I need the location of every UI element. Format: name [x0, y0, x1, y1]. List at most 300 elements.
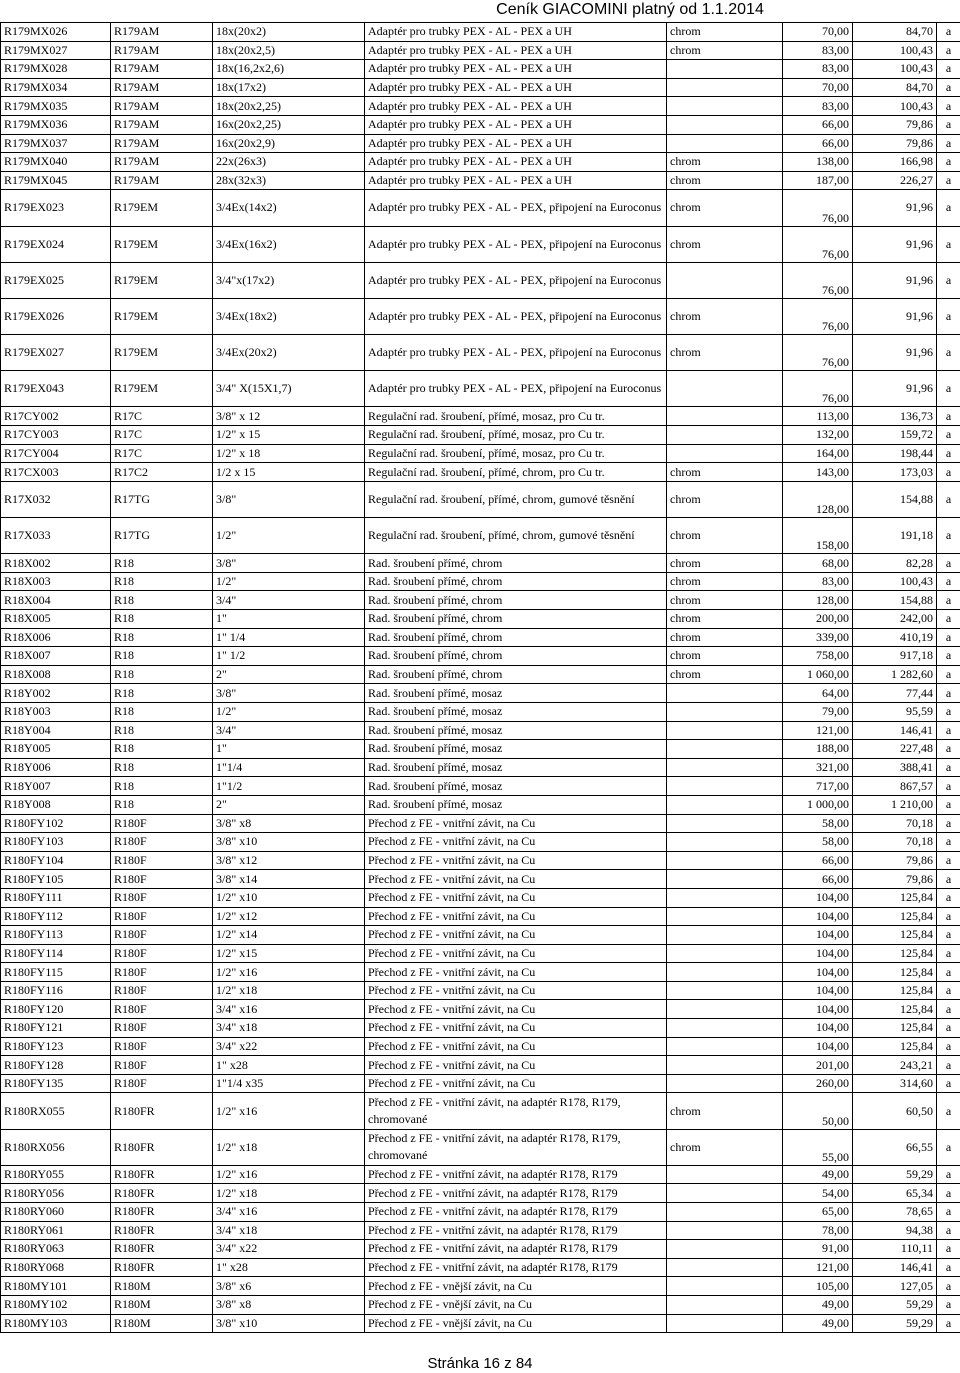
description: Regulační rad. šroubení, přímé, mosaz, pro Cu tr.: [365, 407, 667, 426]
series-code: R17TG: [111, 518, 213, 554]
table-row: [1, 702, 960, 721]
price-vat: 78,65: [853, 1203, 937, 1222]
unit: a: [937, 777, 960, 796]
unit: a: [937, 262, 960, 298]
price-net: 104,00: [783, 907, 853, 926]
table-row: [1, 60, 960, 79]
table-row: [1, 1074, 960, 1093]
price-net: 64,00: [783, 684, 853, 703]
finish: [667, 795, 783, 814]
finish: chrom: [667, 1093, 783, 1129]
dimension: 18x(20x2,5): [213, 41, 365, 60]
price-net: 104,00: [783, 963, 853, 982]
unit: a: [937, 1203, 960, 1222]
unit: a: [937, 1277, 960, 1296]
series-code: R180M: [111, 1295, 213, 1314]
dimension: 1/2" x18: [213, 1184, 365, 1203]
unit: a: [937, 870, 960, 889]
table-row: [1, 335, 960, 371]
price-net: 121,00: [783, 1258, 853, 1277]
dimension: 1"1/4 x35: [213, 1074, 365, 1093]
series-code: R179AM: [111, 97, 213, 116]
table-row: [1, 591, 960, 610]
unit: a: [937, 1074, 960, 1093]
price-vat: 91,96: [853, 298, 937, 334]
finish: [667, 444, 783, 463]
table-row: [1, 1056, 960, 1075]
unit: a: [937, 1000, 960, 1019]
product-code: R180FY112: [1, 907, 111, 926]
finish: chrom: [667, 335, 783, 371]
table-row: [1, 944, 960, 963]
series-code: R17C: [111, 426, 213, 445]
finish: chrom: [667, 298, 783, 334]
description: Rad. šroubení přímé, mosaz: [365, 684, 667, 703]
product-code: R180RY063: [1, 1240, 111, 1259]
finish: [667, 702, 783, 721]
price-net: 1 060,00: [783, 665, 853, 684]
unit: a: [937, 981, 960, 1000]
price-vat: 79,86: [853, 870, 937, 889]
description: Přechod z FE - vnitřní závit, na Cu: [365, 926, 667, 945]
unit: a: [937, 963, 960, 982]
table-row: [1, 554, 960, 573]
price-net: 138,00: [783, 153, 853, 172]
dimension: 3/4" x22: [213, 1037, 365, 1056]
product-code: R180FY123: [1, 1037, 111, 1056]
price-vat: 70,18: [853, 833, 937, 852]
price-table: [0, 22, 960, 1333]
finish: [667, 1314, 783, 1333]
product-code: R180RY055: [1, 1165, 111, 1184]
unit: a: [937, 1165, 960, 1184]
series-code: R180F: [111, 926, 213, 945]
finish: chrom: [667, 628, 783, 647]
product-code: R17X033: [1, 518, 111, 554]
unit: a: [937, 758, 960, 777]
series-code: R180F: [111, 1056, 213, 1075]
description: Rad. šroubení přímé, mosaz: [365, 758, 667, 777]
price-net: 321,00: [783, 758, 853, 777]
table-row: [1, 888, 960, 907]
dimension: 1" x28: [213, 1056, 365, 1075]
description: Přechod z FE - vnitřní závit, na Cu: [365, 907, 667, 926]
series-code: R180F: [111, 833, 213, 852]
price-net: 201,00: [783, 1056, 853, 1075]
finish: [667, 1203, 783, 1222]
unit: a: [937, 888, 960, 907]
series-code: R180F: [111, 1000, 213, 1019]
price-net: 121,00: [783, 721, 853, 740]
finish: [667, 963, 783, 982]
price-net: 339,00: [783, 628, 853, 647]
product-code: R179MX034: [1, 78, 111, 97]
page-header: Ceník GIACOMINI platný od 1.1.2014: [496, 1, 764, 18]
price-vat: 198,44: [853, 444, 937, 463]
product-code: R179EX026: [1, 298, 111, 334]
product-code: R17CX003: [1, 463, 111, 482]
table-row: [1, 1184, 960, 1203]
series-code: R179EM: [111, 226, 213, 262]
finish: [667, 97, 783, 116]
dimension: 1/2" x16: [213, 963, 365, 982]
price-vat: 125,84: [853, 1037, 937, 1056]
table-row: [1, 758, 960, 777]
description: Adaptér pro trubky PEX - AL - PEX, připojení na Euroconus: [365, 335, 667, 371]
finish: [667, 1258, 783, 1277]
finish: [667, 814, 783, 833]
series-code: R179AM: [111, 153, 213, 172]
product-code: R179MX037: [1, 134, 111, 153]
price-vat: 100,43: [853, 572, 937, 591]
table-row: [1, 298, 960, 334]
dimension: 16x(20x2,25): [213, 115, 365, 134]
finish: chrom: [667, 665, 783, 684]
table-row: [1, 1258, 960, 1277]
finish: chrom: [667, 153, 783, 172]
product-code: R180FY116: [1, 981, 111, 1000]
price-net: 104,00: [783, 1000, 853, 1019]
series-code: R180FR: [111, 1165, 213, 1184]
unit: a: [937, 481, 960, 517]
price-net: 54,00: [783, 1184, 853, 1203]
table-row: [1, 153, 960, 172]
description: Rad. šroubení přímé, mosaz: [365, 721, 667, 740]
series-code: R179AM: [111, 171, 213, 190]
series-code: R18: [111, 665, 213, 684]
price-vat: 91,96: [853, 190, 937, 226]
unit: a: [937, 78, 960, 97]
dimension: 18x(20x2,25): [213, 97, 365, 116]
table-row: [1, 981, 960, 1000]
series-code: R18: [111, 758, 213, 777]
description: Adaptér pro trubky PEX - AL - PEX, připojení na Euroconus: [365, 371, 667, 407]
price-net: 104,00: [783, 944, 853, 963]
dimension: 3/4"x(17x2): [213, 262, 365, 298]
price-net: 49,00: [783, 1314, 853, 1333]
price-vat: 226,27: [853, 171, 937, 190]
dimension: 1/2" x 15: [213, 426, 365, 445]
product-code: R180FY102: [1, 814, 111, 833]
description: Přechod z FE - vnější závit, na Cu: [365, 1295, 667, 1314]
product-code: R17CY004: [1, 444, 111, 463]
description: Přechod z FE - vnitřní závit, na adaptér R178, R179: [365, 1258, 667, 1277]
unit: a: [937, 97, 960, 116]
price-vat: 77,44: [853, 684, 937, 703]
description: Adaptér pro trubky PEX - AL - PEX, připojení na Euroconus: [365, 226, 667, 262]
product-code: R179MX036: [1, 115, 111, 134]
series-code: R17C: [111, 444, 213, 463]
series-code: R180F: [111, 944, 213, 963]
price-vat: 242,00: [853, 610, 937, 629]
finish: chrom: [667, 171, 783, 190]
series-code: R179AM: [111, 115, 213, 134]
price-net: 76,00: [783, 190, 853, 226]
dimension: 18x(20x2): [213, 23, 365, 42]
finish: chrom: [667, 41, 783, 60]
unit: a: [937, 463, 960, 482]
table-row: [1, 1277, 960, 1296]
product-code: R18X005: [1, 610, 111, 629]
price-vat: 1 210,00: [853, 795, 937, 814]
price-net: 758,00: [783, 647, 853, 666]
unit: a: [937, 1314, 960, 1333]
table-row: [1, 1203, 960, 1222]
unit: a: [937, 851, 960, 870]
dimension: 1/2" x18: [213, 981, 365, 1000]
product-code: R18X006: [1, 628, 111, 647]
description: Přechod z FE - vnitřní závit, na Cu: [365, 1056, 667, 1075]
finish: [667, 134, 783, 153]
price-net: 79,00: [783, 702, 853, 721]
unit: a: [937, 134, 960, 153]
description: Přechod z FE - vnitřní závit, na adaptér R178, R179: [365, 1184, 667, 1203]
price-vat: 388,41: [853, 758, 937, 777]
table-row: [1, 851, 960, 870]
description: Přechod z FE - vnitřní závit, na adaptér R178, R179: [365, 1165, 667, 1184]
unit: a: [937, 1056, 960, 1075]
price-vat: 94,38: [853, 1221, 937, 1240]
dimension: 3/8" x10: [213, 1314, 365, 1333]
product-code: R180FY135: [1, 1074, 111, 1093]
finish: [667, 1184, 783, 1203]
product-code: R17X032: [1, 481, 111, 517]
dimension: 3/8" x 12: [213, 407, 365, 426]
description: Adaptér pro trubky PEX - AL - PEX a UH: [365, 23, 667, 42]
finish: [667, 888, 783, 907]
series-code: R179AM: [111, 23, 213, 42]
finish: [667, 1277, 783, 1296]
finish: chrom: [667, 1129, 783, 1165]
price-net: 49,00: [783, 1165, 853, 1184]
dimension: 1" 1/2: [213, 647, 365, 666]
price-net: 65,00: [783, 1203, 853, 1222]
description: Regulační rad. šroubení, přímé, mosaz, pro Cu tr.: [365, 426, 667, 445]
description: Přechod z FE - vnitřní závit, na adaptér R178, R179: [365, 1203, 667, 1222]
unit: a: [937, 1129, 960, 1165]
dimension: 18x(17x2): [213, 78, 365, 97]
dimension: 1/2" x14: [213, 926, 365, 945]
unit: a: [937, 702, 960, 721]
description: Adaptér pro trubky PEX - AL - PEX, připojení na Euroconus: [365, 190, 667, 226]
series-code: R179AM: [111, 134, 213, 153]
product-code: R180MY103: [1, 1314, 111, 1333]
series-code: R179EM: [111, 190, 213, 226]
series-code: R179EM: [111, 335, 213, 371]
table-row: [1, 23, 960, 42]
finish: chrom: [667, 23, 783, 42]
series-code: R180FR: [111, 1184, 213, 1203]
product-code: R18X002: [1, 554, 111, 573]
dimension: 3/8" x8: [213, 1295, 365, 1314]
description: Regulační rad. šroubení, přímé, chrom, gumové těsnění: [365, 518, 667, 554]
table-row: [1, 795, 960, 814]
table-row: [1, 926, 960, 945]
table-row: [1, 1240, 960, 1259]
price-vat: 154,88: [853, 481, 937, 517]
product-code: R18X003: [1, 572, 111, 591]
unit: a: [937, 115, 960, 134]
unit: a: [937, 591, 960, 610]
price-vat: 146,41: [853, 1258, 937, 1277]
series-code: R180M: [111, 1314, 213, 1333]
dimension: 3/4" x16: [213, 1203, 365, 1222]
price-vat: 227,48: [853, 740, 937, 759]
series-code: R180F: [111, 888, 213, 907]
price-net: 70,00: [783, 23, 853, 42]
series-code: R18: [111, 628, 213, 647]
description: Rad. šroubení přímé, chrom: [365, 591, 667, 610]
unit: a: [937, 226, 960, 262]
series-code: R180F: [111, 907, 213, 926]
price-vat: 136,73: [853, 407, 937, 426]
finish: chrom: [667, 572, 783, 591]
product-code: R18X008: [1, 665, 111, 684]
product-code: R180FY113: [1, 926, 111, 945]
series-code: R17C: [111, 407, 213, 426]
table-row: [1, 777, 960, 796]
product-code: R180RY060: [1, 1203, 111, 1222]
dimension: 1"1/2: [213, 777, 365, 796]
product-code: R180FY121: [1, 1019, 111, 1038]
description: Rad. šroubení přímé, mosaz: [365, 795, 667, 814]
unit: a: [937, 371, 960, 407]
description: Rad. šroubení přímé, mosaz: [365, 702, 667, 721]
finish: chrom: [667, 190, 783, 226]
finish: [667, 833, 783, 852]
price-vat: 125,84: [853, 944, 937, 963]
table-row: [1, 1165, 960, 1184]
table-row: [1, 665, 960, 684]
finish: [667, 1000, 783, 1019]
finish: chrom: [667, 463, 783, 482]
price-vat: 91,96: [853, 371, 937, 407]
dimension: 1/2" x18: [213, 1129, 365, 1165]
unit: a: [937, 1037, 960, 1056]
description: Rad. šroubení přímé, chrom: [365, 554, 667, 573]
dimension: 3/8" x14: [213, 870, 365, 889]
product-code: R180FY114: [1, 944, 111, 963]
dimension: 2": [213, 795, 365, 814]
price-net: 187,00: [783, 171, 853, 190]
description: Adaptér pro trubky PEX - AL - PEX, připojení na Euroconus: [365, 298, 667, 334]
series-code: R180F: [111, 1074, 213, 1093]
product-code: R18Y004: [1, 721, 111, 740]
price-vat: 125,84: [853, 888, 937, 907]
price-net: 104,00: [783, 926, 853, 945]
price-net: 143,00: [783, 463, 853, 482]
price-vat: 410,19: [853, 628, 937, 647]
table-row: [1, 407, 960, 426]
unit: a: [937, 60, 960, 79]
unit: a: [937, 1240, 960, 1259]
description: Adaptér pro trubky PEX - AL - PEX a UH: [365, 41, 667, 60]
table-row: [1, 647, 960, 666]
description: Rad. šroubení přímé, mosaz: [365, 740, 667, 759]
dimension: 1/2" x12: [213, 907, 365, 926]
product-code: R179MX026: [1, 23, 111, 42]
description: Přechod z FE - vnitřní závit, na adaptér R178, R179: [365, 1240, 667, 1259]
product-code: R18Y002: [1, 684, 111, 703]
table-row: [1, 97, 960, 116]
dimension: 1/2 x 15: [213, 463, 365, 482]
unit: a: [937, 944, 960, 963]
table-row: [1, 426, 960, 445]
finish: [667, 1019, 783, 1038]
unit: a: [937, 23, 960, 42]
table-row: [1, 684, 960, 703]
finish: [667, 1240, 783, 1259]
finish: [667, 262, 783, 298]
price-vat: 66,55: [853, 1129, 937, 1165]
product-code: R180RX056: [1, 1129, 111, 1165]
series-code: R180F: [111, 963, 213, 982]
description: Adaptér pro trubky PEX - AL - PEX a UH: [365, 60, 667, 79]
table-row: [1, 371, 960, 407]
dimension: 1/2": [213, 572, 365, 591]
table-row: [1, 262, 960, 298]
description: Adaptér pro trubky PEX - AL - PEX a UH: [365, 115, 667, 134]
description: Přechod z FE - vnitřní závit, na Cu: [365, 851, 667, 870]
price-net: 50,00: [783, 1093, 853, 1129]
price-vat: 127,05: [853, 1277, 937, 1296]
unit: a: [937, 628, 960, 647]
description: Přechod z FE - vnitřní závit, na Cu: [365, 963, 667, 982]
price-vat: 84,70: [853, 78, 937, 97]
table-row: [1, 814, 960, 833]
table-row: [1, 481, 960, 517]
price-vat: 59,29: [853, 1295, 937, 1314]
price-net: 104,00: [783, 888, 853, 907]
series-code: R180F: [111, 814, 213, 833]
price-net: 78,00: [783, 1221, 853, 1240]
product-code: R18Y003: [1, 702, 111, 721]
series-code: R18: [111, 777, 213, 796]
price-vat: 100,43: [853, 41, 937, 60]
price-vat: 65,34: [853, 1184, 937, 1203]
unit: a: [937, 572, 960, 591]
dimension: 22x(26x3): [213, 153, 365, 172]
series-code: R18: [111, 702, 213, 721]
description: Přechod z FE - vnitřní závit, na adaptér R178, R179: [365, 1221, 667, 1240]
table-row: [1, 115, 960, 134]
unit: a: [937, 426, 960, 445]
finish: [667, 78, 783, 97]
product-code: R18Y007: [1, 777, 111, 796]
finish: [667, 426, 783, 445]
table-row: [1, 833, 960, 852]
product-code: R18Y006: [1, 758, 111, 777]
price-net: 200,00: [783, 610, 853, 629]
series-code: R180F: [111, 1037, 213, 1056]
price-net: 76,00: [783, 335, 853, 371]
unit: a: [937, 647, 960, 666]
description: Přechod z FE - vnitřní závit, na Cu: [365, 981, 667, 1000]
finish: chrom: [667, 647, 783, 666]
price-net: 104,00: [783, 1037, 853, 1056]
product-code: R179EX023: [1, 190, 111, 226]
unit: a: [937, 190, 960, 226]
product-code: R18X004: [1, 591, 111, 610]
table-row: [1, 1129, 960, 1165]
dimension: 3/8" x6: [213, 1277, 365, 1296]
dimension: 1/2" x16: [213, 1093, 365, 1129]
price-vat: 91,96: [853, 335, 937, 371]
price-net: 128,00: [783, 481, 853, 517]
unit: a: [937, 518, 960, 554]
price-net: 66,00: [783, 851, 853, 870]
finish: [667, 926, 783, 945]
